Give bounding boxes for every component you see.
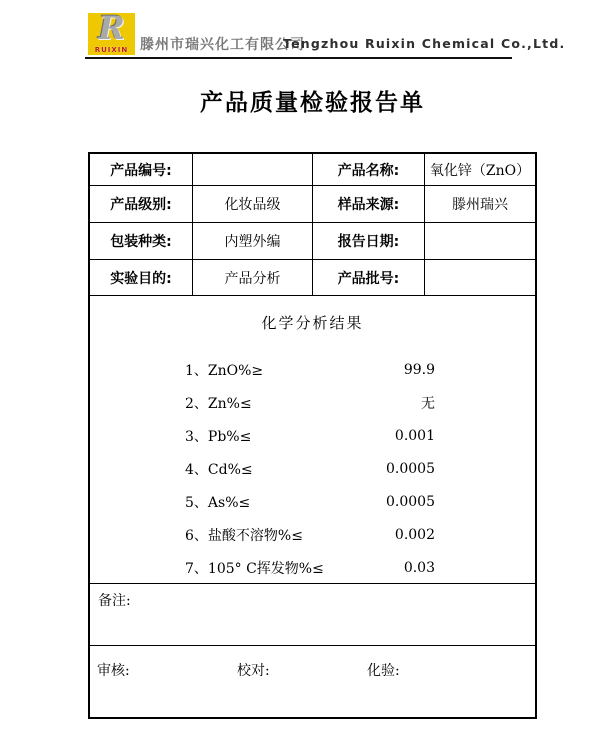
test-purpose-label: 实验目的: (90, 260, 193, 295)
product-code-label: 产品编号: (90, 154, 193, 185)
package-type-label: 包装种类: (90, 223, 193, 259)
signature-row (90, 646, 535, 717)
analysis-item-value: 0.0005 (386, 493, 435, 510)
company-name-cn: 滕州市瑞兴化工有限公司 (140, 37, 305, 53)
analysis-item-label: 1、ZnO%≥ (185, 362, 264, 379)
product-name-label: 产品名称: (313, 154, 425, 185)
analysis-item-value: 0.03 (403, 559, 435, 576)
logo-r-glyph: R (98, 13, 125, 47)
analysis-item-value: 0.002 (394, 526, 435, 543)
remarks-cell (90, 584, 535, 646)
analysis-item (185, 518, 435, 551)
remarks-label: 备注: (98, 593, 131, 609)
analysis-item (185, 452, 435, 485)
analysis-item-label: 6、盐酸不溶物%≤ (185, 527, 303, 544)
batch-number-value (425, 260, 535, 295)
analysis-item (185, 485, 435, 518)
product-grade-label: 产品级别: (90, 186, 193, 222)
test-purpose-value: 产品分析 (193, 260, 313, 295)
analysis-list (185, 353, 435, 584)
header-divider (85, 57, 512, 59)
tester-label: 化验: (367, 663, 400, 679)
company-logo-icon (88, 13, 135, 55)
analysis-item-label: 4、Cd%≤ (185, 461, 253, 478)
report-title: 产品质量检验报告单 (200, 90, 425, 116)
logo-brand-text: RUIXIN (94, 46, 129, 54)
analysis-item (185, 551, 435, 584)
reviewer-label: 审核: (97, 663, 130, 679)
product-name-value: 氧化锌（ZnO） (429, 162, 531, 179)
report-table (88, 152, 537, 719)
company-name-en: Tengzhou Ruixin Chemical Co.,Ltd. (283, 36, 566, 51)
analysis-item (185, 419, 435, 452)
analysis-item (185, 386, 435, 419)
report-date-label: 报告日期: (313, 223, 425, 259)
batch-number-label: 产品批号: (313, 260, 425, 295)
report-date-value (425, 223, 535, 259)
analysis-item-label: 3、Pb%≤ (185, 428, 252, 445)
product-grade-value: 化妆品级 (193, 186, 313, 222)
table-row (90, 260, 535, 296)
table-row (90, 223, 535, 260)
analysis-item-value: 0.0005 (386, 460, 435, 477)
analysis-item-value: 0.001 (394, 427, 435, 444)
sample-source-label: 样品来源: (313, 186, 425, 222)
analysis-heading: 化学分析结果 (261, 314, 364, 332)
table-row (90, 154, 535, 186)
table-row (90, 186, 535, 223)
product-code-value (193, 154, 313, 185)
package-type-value: 内塑外编 (193, 223, 313, 259)
analysis-item-value: 99.9 (403, 361, 435, 378)
analysis-item-label: 5、As%≤ (185, 494, 251, 511)
sample-source-value: 滕州瑞兴 (452, 197, 508, 213)
analysis-item-label: 2、Zn%≤ (185, 395, 252, 412)
analysis-item-label: 7、105° C挥发物%≤ (185, 560, 324, 577)
analysis-item-value: 无 (421, 395, 435, 412)
analysis-section (90, 296, 535, 584)
analysis-item (185, 353, 435, 386)
proofreader-label: 校对: (237, 663, 270, 679)
